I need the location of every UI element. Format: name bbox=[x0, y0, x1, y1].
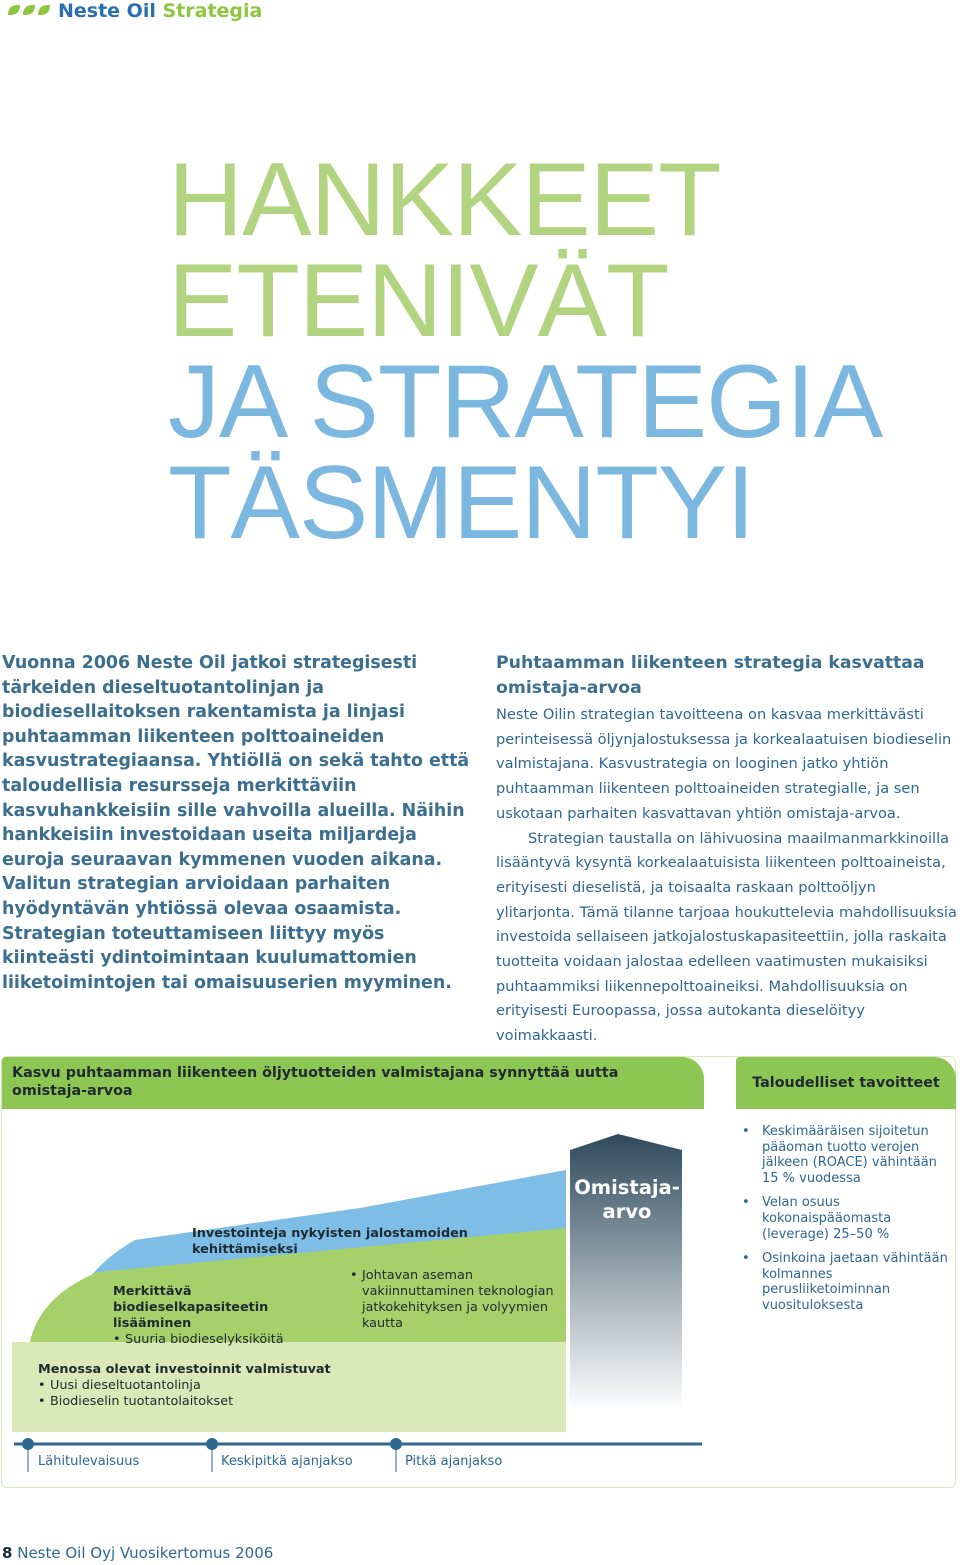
article-column bbox=[496, 651, 958, 1049]
label-leading-position bbox=[350, 1268, 570, 1332]
diagram-title: Kasvu puhtaamman liikenteen öljytuotteiden valmistajana synnyttää uutta omistaja-arvoa bbox=[12, 1065, 619, 1099]
running-header bbox=[58, 0, 262, 22]
footer-text: Neste Oil Oyj Vuosikertomus 2006 bbox=[17, 1544, 274, 1562]
title-line-4: TÄSMENTYI bbox=[168, 445, 755, 561]
biodiesel-heading: Merkittävä biodieselkapasiteetin lisääminen bbox=[113, 1284, 269, 1331]
page-footer bbox=[2, 1543, 273, 1563]
timeline-label-long: Pitkä ajanjakso bbox=[405, 1454, 503, 1469]
article-heading: Puhtaamman liikenteen strategia kasvattaa omistaja-arvoa bbox=[496, 653, 925, 698]
label-biodiesel bbox=[113, 1284, 343, 1348]
leaf-logo-icon bbox=[6, 3, 52, 17]
timeline-label-medium: Keskipitkä ajanjakso bbox=[221, 1454, 353, 1469]
timeline-dot-3 bbox=[390, 1438, 402, 1450]
title-line-2: ETENIVÄT bbox=[168, 243, 669, 359]
financial-item-3: • Osinkoina jaetaan vähintään kolmannes perusliiketoiminnan vuosituloksesta bbox=[742, 1251, 954, 1313]
page-title bbox=[168, 142, 883, 561]
header-section: Strategia bbox=[162, 0, 263, 22]
header-brand: Neste Oil bbox=[58, 0, 156, 22]
label-running-investments bbox=[38, 1362, 368, 1410]
intro-paragraph bbox=[2, 651, 472, 995]
title-line-1: HANKKEET bbox=[168, 142, 721, 258]
title-line-3: JA STRATEGIA bbox=[168, 344, 883, 460]
page-number: 8 bbox=[2, 1544, 13, 1562]
financial-item-1: • Keskimääräisen sijoitetun pääoman tuotto verojen jälkeen (ROACE) vähintään 15 % vuodessa bbox=[742, 1124, 954, 1186]
financial-title: Taloudelliset tavoitteet bbox=[752, 1075, 940, 1091]
running-item-1: • Uusi dieseltuotantolinja bbox=[38, 1378, 368, 1394]
running-item-2: • Biodieselin tuotantolaitokset bbox=[38, 1394, 368, 1410]
intro-text: Vuonna 2006 Neste Oil jatkoi strategisesti tärkeiden dieseltuotantolinjan ja biodiesellaitoksen rakentamista ja linjasi puhtaamman liikenteen polttoaineiden kasvustrategiaansa. Yhtiöllä on sekä tahto että taloudellisia resursseja merkittäviin kasvuhankkeisiin sille vahvoilla alueilla. Näihin hankkeisiin investoidaan useita miljardeja euroja seuraavan kymmenen vuoden aikana. Valitun strategian arvioidaan parhaiten hyödyntävän yhtiössä olevaa osaamista. Strategian toteuttamiseen liittyy myös kiinteästi ydintoimintaan kuulumattomien liiketoimintojen tai omaisuuserien myyminen. bbox=[2, 653, 470, 993]
investments-heading: Investointeja nykyisten jalostamoiden kehittämiseksi bbox=[192, 1226, 468, 1257]
timeline-label-near: Lähitulevaisuus bbox=[38, 1454, 140, 1469]
running-heading: Menossa olevat investoinnit valmistuvat bbox=[38, 1362, 331, 1377]
article-paragraph-2: Strategian taustalla on lähivuosina maailmanmarkkinoilla lisääntyvä kysyntä korkealaatuisista liikenteen polttoaineista, erityisesti dieselistä, ja toisaalta raskaan polttoöljyn ylitarjonta. Tämä tilanne tarjoaa houkuttelevia mahdollisuuksia investoida sellaiseen jatkojalostuskapasiteettiin, jolla raskaita tuotteita voidaan jalostaa edelleen vaatimusten mukaisiksi puhtaammiksi liikennepolttoaineiksi. Mahdollisuuksia on erityisesti Euroopassa, jossa autokanta dieselöityy voimakkaasti. bbox=[496, 829, 957, 1045]
article-paragraph-1: Neste Oilin strategian tavoitteena on kasvaa merkittävästi perinteisessä öljynjalostuksessa ja korkealaatuisen biodieselin valmistajana. Kasvustrategia on looginen jatko yhtiön puhtaamman liikenteen polttoaineiden strategialle, ja sen uskotaan parhaiten kasvattavan yhtiön omistaja-arvoa. bbox=[496, 706, 952, 822]
financial-targets bbox=[742, 1124, 954, 1323]
leading-item: • Johtavan aseman vakiinnuttaminen teknologian jatkokehityksen ja volyymien kautta bbox=[350, 1268, 570, 1332]
financial-item-2: • Velan osuus kokonaispääomasta (leverage) 25–50 % bbox=[742, 1195, 954, 1242]
timeline-dot-2 bbox=[206, 1438, 218, 1450]
shareholder-value-label: Omistaja-arvo bbox=[574, 1176, 680, 1223]
timeline-dot-1 bbox=[22, 1438, 34, 1450]
label-investments bbox=[192, 1226, 472, 1258]
biodiesel-item: • Suuria biodieselyksiköitä bbox=[113, 1332, 343, 1348]
